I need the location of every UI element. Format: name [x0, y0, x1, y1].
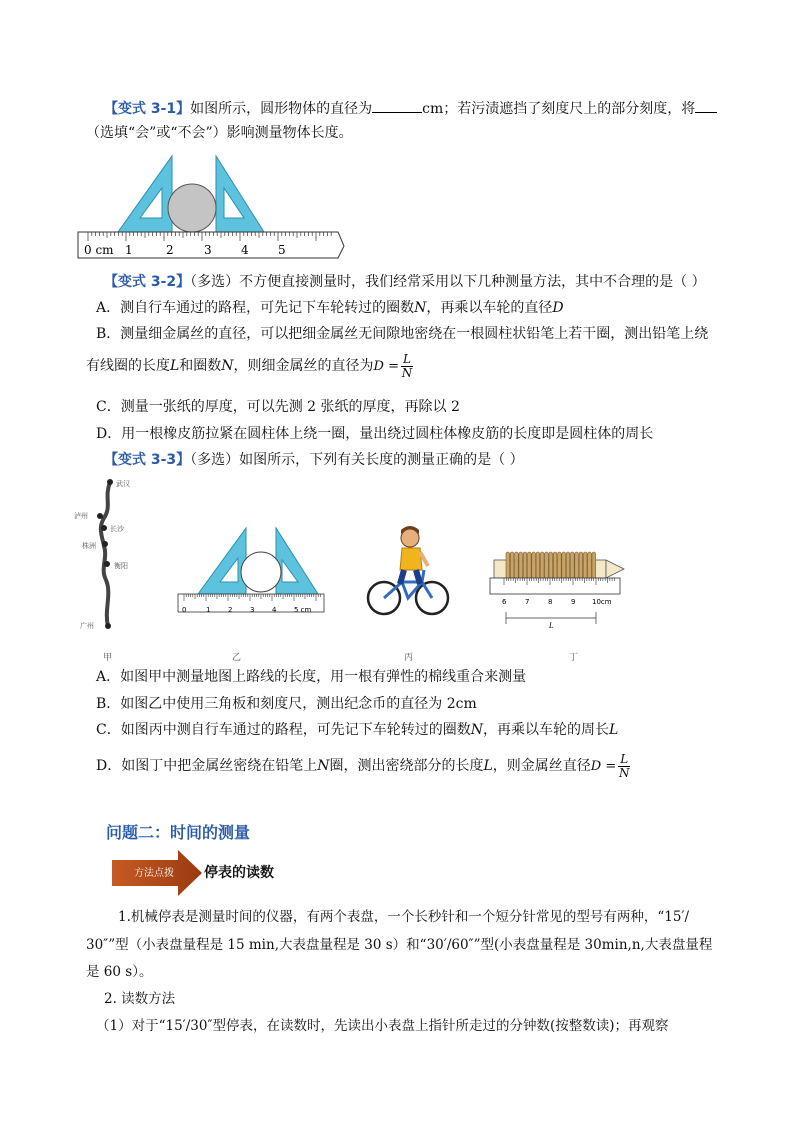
svg-text:8: 8 [548, 598, 553, 606]
left-triangle-icon [198, 528, 246, 594]
q32-option-b[interactable]: B．测量细金属丝的直径，可以把细金属丝无间隙地密绕在一根圆柱状铅笔上若干圈，测出铅笔上绕 [96, 326, 709, 342]
svg-text:L: L [549, 622, 554, 630]
svg-text:9: 9 [571, 598, 576, 606]
right-triangle-icon [216, 156, 264, 232]
q32-option-b-cont: 有线圈的长度L和圈数N，则细金属丝的直径为D = $\frac{L}{N}$ [86, 351, 413, 380]
q32-option-c[interactable]: C．测量一张纸的厚度，可以先测 2 张纸的厚度，再除以 2 [96, 399, 460, 415]
coil-pencil-figure [488, 548, 636, 632]
q32-tag: 【变式 3-2】 [104, 274, 191, 290]
method-banner-label: 方法点拨 [134, 868, 174, 879]
route-line-icon [101, 482, 110, 626]
q31-line2: （选填“会”或“不会”）影响测量物体长度。 [86, 125, 353, 141]
svg-text:3: 3 [250, 606, 255, 614]
svg-text:武汉: 武汉 [116, 480, 130, 488]
q32-option-d[interactable]: D．用一根橡皮筋拉紧在圆柱体上绕一圈，量出绕过圆柱体橡皮筋的长度即是圆柱体的周长 [96, 426, 654, 442]
coin-icon [241, 552, 281, 592]
q33-option-c[interactable]: C．如图丙中测自行车通过的路程，可先记下车轮转过的圈数N，再乘以车轮的周长L [96, 722, 619, 738]
fraction-l-over-n: $\frac{L}{N}$ [401, 351, 413, 380]
q31-line1 [104, 98, 717, 119]
formula-lhs: D = [373, 359, 399, 374]
q31-blank-1[interactable] [372, 98, 422, 113]
fraction-l-over-n: $\frac{L}{N}$ [618, 751, 630, 780]
svg-text:泸州: 泸州 [74, 512, 88, 520]
q32-text: （多选）不方便直接测量时，我们经常采用以下几种测量方法，其中不合理的是（ ） [190, 274, 706, 290]
caption-jia: 甲 [103, 653, 113, 663]
caption-bing: 丙 [404, 653, 414, 663]
subsection-title: 停表的读数 [204, 865, 274, 881]
ruler1-label: 4 [241, 243, 249, 257]
svg-text:4: 4 [272, 606, 277, 614]
svg-text:1: 1 [206, 606, 211, 614]
ruler1-label: 0 cm [84, 243, 114, 257]
q33-tag: 【变式 3-3】 [104, 452, 191, 468]
ruler1-label: 2 [166, 243, 174, 257]
svg-text:0: 0 [182, 606, 187, 614]
svg-text:6: 6 [502, 598, 507, 606]
svg-text:2: 2 [228, 606, 233, 614]
formula-lhs: D = [590, 759, 617, 774]
q33-option-d[interactable]: D．如图丁中把金属丝密绕在铅笔上N圈，测出密绕部分的长度L，则金属丝直径D = $\frac{L}{N}$ [96, 751, 630, 780]
svg-text:衡阳: 衡阳 [114, 562, 128, 570]
q31-text-a: 如图所示，圆形物体的直径为 [190, 101, 373, 117]
q31-tag: 【变式 3-1】 [104, 101, 191, 117]
caption-ding: 丁 [569, 653, 579, 663]
body-paragraph-1a: 1.机械停表是测量时间的仪器，有两个表盘，一个长秒针和一个短分针常见的型号有两种，“15′/ [118, 909, 690, 925]
ruler1-label: 3 [204, 243, 212, 257]
svg-text:株洲: 株洲 [82, 542, 96, 550]
q32-line1 [104, 272, 706, 292]
ruler1-label: 1 [125, 243, 133, 257]
svg-text:7: 7 [525, 598, 530, 606]
q31-figure [76, 150, 346, 262]
svg-text:长沙: 长沙 [110, 525, 124, 533]
bicycle-figure [364, 524, 454, 620]
body-paragraph-3: （1）对于“15′/30″型停表，在读数时，先读出小表盘上指针所走过的分钟数(按整数读)；再观察 [96, 1018, 669, 1034]
left-triangle-icon [118, 156, 172, 232]
q32-option-a[interactable]: A．测自行车通过的路程，可先记下车轮转过的圈数N，再乘以车轮的直径D [96, 300, 564, 316]
svg-text:5 cm: 5 cm [294, 606, 312, 614]
body-paragraph-2: 2. 读数方法 [104, 991, 176, 1007]
caption-yi: 乙 [232, 653, 242, 663]
ruler1-label: 5 [278, 243, 286, 257]
section-title: 问题二：时间的测量 [106, 823, 251, 842]
q31-blank-2[interactable] [695, 98, 717, 113]
rider-head-icon [401, 529, 419, 547]
q33-option-b[interactable]: B．如图乙中使用三角板和刻度尺，测出纪念币的直径为 2cm [96, 696, 477, 712]
svg-text:10cm: 10cm [592, 598, 612, 606]
q33-text: （多选）如图所示，下列有关长度的测量正确的是（ ） [190, 452, 524, 468]
svg-text:广州: 广州 [80, 622, 94, 630]
round-object-icon [168, 184, 216, 232]
body-paragraph-1b: 30″”型（小表盘量程是 15 min,大表盘量程是 30 s）和“30′/60″”型(小表盘量程是 30min,n,大表盘量程 [86, 937, 713, 953]
map-route-figure [74, 476, 134, 658]
rider-shirt-icon [400, 548, 422, 570]
q31-text-b: cm；若污渍遮挡了刻度尺上的部分刻度，将 [422, 101, 696, 117]
coin-measure-figure [176, 524, 326, 620]
q33-line1 [104, 450, 524, 470]
body-paragraph-1c: 是 60 s）。 [86, 964, 153, 980]
q33-option-a[interactable]: A．如图甲中测量地图上路线的长度，用一根有弹性的棉线重合来测量 [96, 669, 527, 685]
